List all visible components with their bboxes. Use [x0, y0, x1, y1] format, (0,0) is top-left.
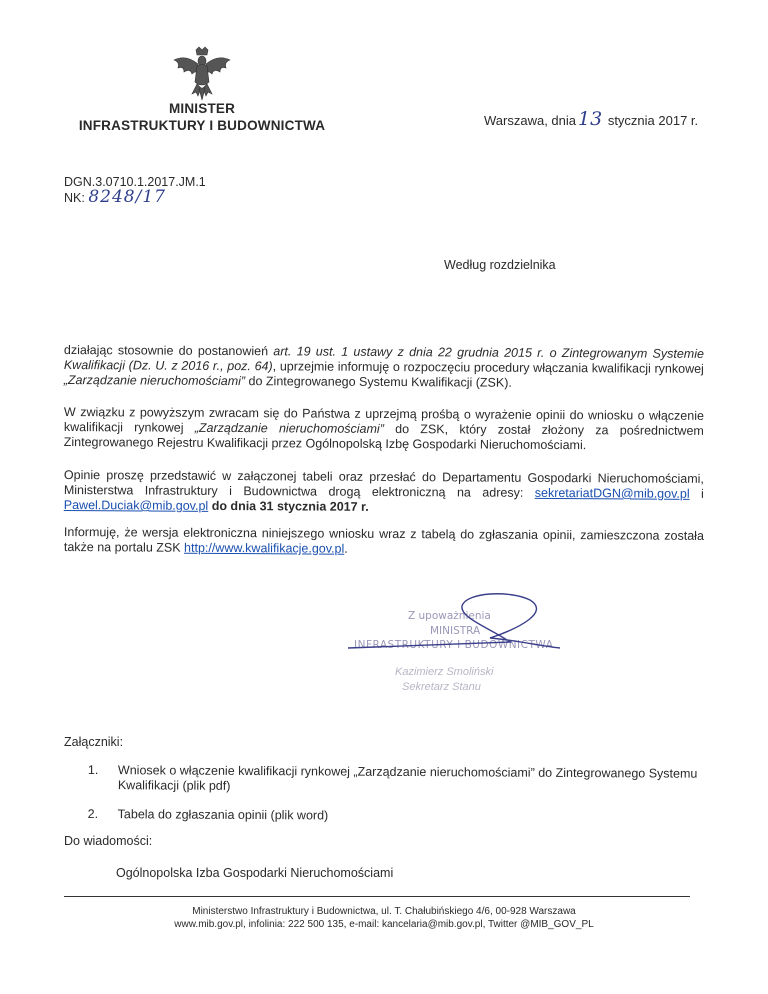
- cc-recipient: Ogólnopolska Izba Gospodarki Nieruchomościami: [116, 866, 394, 880]
- date-day-handwritten: 13: [578, 108, 603, 130]
- p3-connector: i: [689, 486, 704, 501]
- attachment-text: Wniosek o włączenie kwalifikacji rynkowej „Zarządzanie nieruchomościami” do Zintegrowanego Systemu Kwalifikacji (plik pdf): [117, 763, 698, 793]
- attachment-item: [88, 807, 708, 826]
- p2-tail: do ZSK, który został złożony za pośrednictwem Zintegrowanego Rejestru Kwalifikacji przez Ogólnopolską Izbę Gospodarki Nieruchomościami.: [63, 421, 704, 453]
- p1-legal-reference: art. 19 ust. 1 ustawy z dnia 22 grudnia 2015 r. o Zintegrowanym Systemie Kwalifikacji (Dz. U. z 2016 r., poz. 64): [63, 344, 705, 374]
- attachments-label: Załączniki:: [64, 735, 124, 749]
- p4-tail: .: [344, 541, 348, 556]
- footer-divider: [64, 896, 690, 897]
- paragraph-4: [64, 525, 704, 559]
- date-suffix: stycznia 2017 r.: [607, 113, 699, 128]
- attachment-text: Tabela do zgłaszania opinii (plik word): [117, 807, 329, 823]
- case-number: DGN.3.0710.1.2017.JM.1: [64, 175, 206, 189]
- p2-lead: W związku z powyższym zwracam się do Państwa z uprzejmą prośbą o wyrażenie opinii do wniosku o włączenie kwalifikacji rynkowej: [63, 405, 704, 435]
- zsk-portal-link[interactable]: http://www.kwalifikacje.gov.pl: [184, 540, 345, 556]
- date-prefix: Warszawa, dnia: [484, 113, 576, 128]
- ministry-title-line2: INFRASTRUKTURY I BUDOWNICTWA: [78, 118, 326, 133]
- attachment-number: 1.: [87, 763, 99, 778]
- stamp-line-3: INFRASTRUKTURY I BUDOWNICTWA: [354, 639, 554, 651]
- ministry-title-line1: MINISTER: [168, 101, 236, 116]
- letter-date: [484, 108, 698, 130]
- paragraph-1: [64, 343, 704, 392]
- ministry-header: [64, 100, 340, 134]
- nk-label: NK:: [64, 191, 85, 205]
- email-link-sekretariat[interactable]: sekretariatDGN@mib.gov.pl: [534, 485, 690, 501]
- p4-lead: Informuję, że wersja elektroniczna niniejszego wniosku wraz z tabelą do zgłaszania opinii, zamieszczona została także na portalu ZSK: [63, 525, 704, 555]
- footer: [64, 905, 704, 931]
- nk-number-handwritten: 8248/17: [88, 187, 166, 207]
- reference-block: [64, 175, 206, 206]
- paragraph-2: [64, 405, 704, 454]
- signature-stamp: [330, 588, 580, 698]
- p1-lead: działając stosownie do postanowień: [63, 343, 274, 359]
- polish-eagle-emblem-icon: [170, 46, 234, 102]
- signatory-title: Sekretarz Stanu: [402, 681, 481, 693]
- signatory-name: Kazimierz Smoliński: [395, 666, 494, 678]
- email-link-duciak[interactable]: Pawel.Duciak@mib.gov.pl: [63, 497, 209, 513]
- stamp-line-1: Z upoważnienia: [408, 610, 491, 622]
- attachment-item: [88, 763, 708, 797]
- p1-tail: do Zintegrowanego Systemu Kwalifikacji (ZSK).: [245, 374, 512, 390]
- attachment-number: 2.: [87, 806, 99, 822]
- p2-qualification-name: „Zarządzanie nieruchomościami”: [194, 420, 384, 436]
- cc-label: Do wiadomości:: [64, 834, 153, 848]
- p1-qualification-name: „Zarządzanie nieruchomościami”: [63, 372, 246, 389]
- p3-lead: Opinie proszę przedstawić w załączonej tabeli oraz przesłać do Departamentu Gospodarki Nieruchomościami, Ministerstwa Infrastruktury i Budownictwa drogą elektroniczną na adresy:: [63, 468, 704, 500]
- p1-mid: , uprzejmie informuję o rozpoczęciu procedury włączania kwalifikacji rynkowej: [272, 359, 704, 376]
- footer-address: Ministerstwo Infrastruktury i Budownictwa, ul. T. Chałubińskiego 4/6, 00-928 Warszawa: [192, 906, 576, 917]
- paragraph-3: [64, 468, 704, 517]
- addressee: Według rozdzielnika: [444, 258, 556, 272]
- handwritten-signature-icon: [340, 588, 570, 658]
- attachments-list: [88, 763, 708, 840]
- footer-contact: www.mib.gov.pl, infolinia: 222 500 135, e-mail: kancelaria@mib.gov.pl, Twitter @MIB_GOV_PL: [174, 919, 594, 930]
- p3-deadline: do dnia 31 stycznia 2017 r.: [208, 498, 369, 514]
- stamp-line-2: MINISTRA: [430, 625, 481, 637]
